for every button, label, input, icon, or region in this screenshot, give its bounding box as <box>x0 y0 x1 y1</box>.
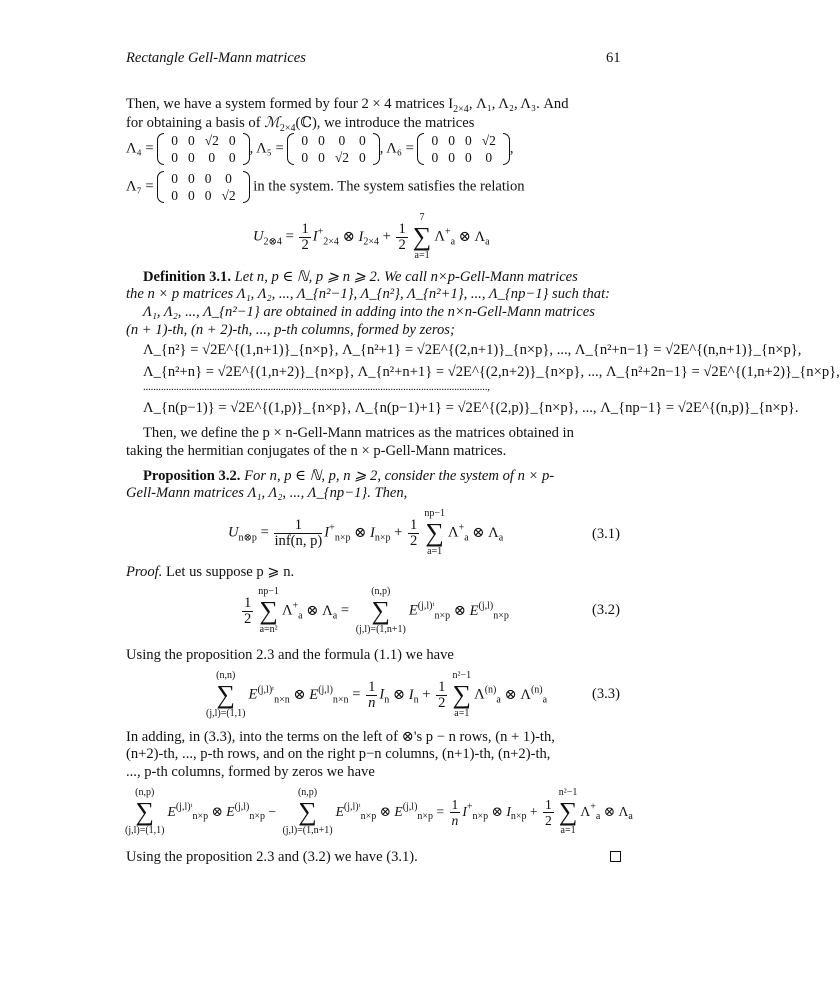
eq-sym: I <box>324 524 330 541</box>
proof-text: Let us suppose p ⩾ n. <box>162 564 295 580</box>
fraction-half <box>242 596 253 627</box>
qed-square-icon <box>610 851 621 862</box>
eq-sup: + <box>329 522 335 534</box>
sum-upper: n²−1 <box>558 787 578 798</box>
eq-sub: n×n <box>332 694 349 706</box>
sum-upper: (n,n) <box>216 670 236 681</box>
sigma-symbol: ∑ <box>412 222 432 251</box>
sum-lower: a=1 <box>414 250 430 261</box>
eq-sup: + <box>458 522 465 534</box>
matrix-cell: 0 <box>225 171 232 186</box>
matrix-cell: 0 <box>431 150 439 165</box>
frac-num: 1 <box>410 516 418 533</box>
sigma-symbol: ∑ <box>371 596 391 625</box>
frac-num: 1 <box>301 220 309 237</box>
using-line-1: Using the proposition 2.3 and the formula (1.1) we have <box>126 647 454 663</box>
sum-upper: 7 <box>419 212 425 223</box>
summation <box>559 787 578 837</box>
eq-sub: a <box>332 610 338 622</box>
frac-num: 1 <box>544 796 552 812</box>
sigma-symbol: ∑ <box>298 797 317 826</box>
equation-number-3-3: (3.3) <box>592 686 620 702</box>
sigma-symbol: ∑ <box>216 680 236 709</box>
eq-sup: + <box>317 226 324 238</box>
fraction-half <box>396 222 407 253</box>
definition-heading: Definition 3.1. <box>143 269 231 285</box>
eq-op: + <box>378 228 395 245</box>
eq-op: − <box>264 804 280 819</box>
sum-upper: (n,p) <box>135 787 155 798</box>
lambda7-matrix <box>157 170 249 204</box>
eq-sym: Λ <box>580 804 591 819</box>
eq-op: + <box>526 804 541 819</box>
definition-line-4: (n + 1)-th, (n + 2)-th, ..., p-th columns, formed by zeros; <box>126 322 455 338</box>
matrix-cell: 0 <box>171 188 178 203</box>
matrix-cell: 0 <box>228 133 236 148</box>
summation <box>356 586 406 636</box>
eq-sym: Λ <box>434 228 445 245</box>
equation-3-1 <box>228 508 503 558</box>
eq-sub: a <box>450 236 456 248</box>
frac-num: 1 <box>398 220 406 237</box>
summation <box>424 508 445 558</box>
eq-op: = <box>348 686 365 703</box>
page-number: 61 <box>606 50 621 66</box>
eq-sub: 2×4 <box>323 236 339 248</box>
eq-sub: a <box>298 610 303 622</box>
eq-sub: n×p <box>493 610 509 622</box>
matrix-cell: 0 <box>318 133 325 148</box>
fraction-one-over-n <box>366 680 377 711</box>
eq-sym: ⊗ E <box>208 804 235 819</box>
eq-op: = <box>337 602 353 619</box>
summation <box>282 787 332 837</box>
summation <box>413 212 432 262</box>
sum-upper: n²−1 <box>452 670 472 681</box>
lambda5-label: , Λ₅ = <box>249 140 284 157</box>
equation-number-3-2: (3.2) <box>592 602 620 618</box>
eq-sub: n <box>413 694 419 706</box>
eq-sym: U <box>228 524 239 541</box>
lambda4-label: Λ₄ = <box>126 140 154 157</box>
eq-sym: ⊗ E <box>376 804 403 819</box>
eq-sup: (j,l)ᵗ <box>343 801 361 813</box>
eq-sym: ⊗ I <box>488 804 511 819</box>
script-m: ℳ <box>264 115 280 131</box>
matrix-cell: 0 <box>208 150 216 165</box>
matrix-cell: 0 <box>448 133 455 148</box>
equation-3-3 <box>203 670 547 720</box>
matrix-cell: √2 <box>481 133 496 148</box>
fraction-half <box>408 518 419 549</box>
sigma-symbol: ∑ <box>452 680 472 709</box>
eq-sup: (j,l)ᵗ <box>257 684 275 696</box>
matrix-cell: 0 <box>187 188 195 203</box>
matrix-cell: 0 <box>431 133 439 148</box>
matrix-cell: 0 <box>187 133 195 148</box>
eq-sym: ⊗ Λ <box>468 525 499 541</box>
intro-line-1 <box>126 96 569 113</box>
eq-sub: n×p <box>249 810 265 822</box>
frac-den: 2 <box>410 532 418 549</box>
eq-sym: I <box>462 804 467 819</box>
eq-sub: 2×4 <box>363 236 379 248</box>
proposition-heading: Proposition 3.2. <box>143 468 241 484</box>
eq-sym: E <box>248 686 258 703</box>
matrix-cell: 0 <box>448 150 455 165</box>
sigma-symbol: ∑ <box>558 797 578 826</box>
eq-sym: Λ <box>281 602 293 619</box>
eq-sym: ⊗ I <box>389 687 414 703</box>
matrix-cell: 0 <box>301 150 309 165</box>
equation-number-3-1: (3.1) <box>592 526 620 542</box>
eq-sub: n⊗p <box>238 532 257 544</box>
definition-dots: ......................................................................................................................................., <box>143 381 490 393</box>
definition-line-3: Λ₁, Λ₂, ..., Λ_{n²−1} are obtained in adding into the n×n-Gell-Mann matrices <box>143 304 595 320</box>
matrix-cell: 0 <box>318 150 325 165</box>
summation <box>206 670 246 720</box>
matrix-cell: 0 <box>171 150 178 165</box>
eq-op: = <box>256 524 273 541</box>
adding-line-1: In adding, in (3.3), into the terms on the left of ⊗'s p − n rows, (n + 1)-th, <box>126 729 555 745</box>
sum-lower: (j,l)=(1,1) <box>206 708 246 719</box>
eq-sym: ⊗ E <box>289 687 319 703</box>
eq-sym: ⊗ Λ <box>455 229 486 245</box>
matrix-comma: , <box>509 140 514 157</box>
matrix-cell: 0 <box>338 133 346 148</box>
matrix-cell: 0 <box>187 171 195 186</box>
frac-num: 1 <box>438 678 446 695</box>
lambda4-matrix <box>157 132 249 166</box>
fraction-inf <box>274 518 322 549</box>
frac-num: 1 <box>274 518 322 534</box>
frac-den: 2 <box>398 236 406 253</box>
proof-heading: Proof. <box>126 564 163 580</box>
eq-sub: n×p <box>510 810 527 822</box>
intro-text-b: , Λ₁, Λ₂, Λ₃. And <box>468 96 569 112</box>
definition-text: Let n, p ∈ ℕ, p ⩾ n ⩾ 2. We call n×p-Gell-Mann matrices <box>230 269 578 285</box>
eq-op: = <box>281 228 298 245</box>
frac-num: 1 <box>244 594 252 611</box>
sum-lower: a=n² <box>259 624 278 635</box>
sum-lower: a=1 <box>454 708 470 719</box>
eq-sup: + <box>466 801 473 813</box>
matrix-cell: 0 <box>359 150 366 165</box>
matrix-cell: 0 <box>301 133 309 148</box>
intro-text-a: Then, we have a system formed by four 2 × 4 matrices I <box>126 96 454 112</box>
definition-row-1: Λ_{n²} = √2E^{(1,n+1)}_{n×p}, Λ_{n²+1} = √2E^{(2,n+1)}_{n×p}, ..., Λ_{n²+n−1} = √2E^{(n,n+1)}_{n×p}, <box>143 342 802 358</box>
after-def-line-1: Then, we define the p × n-Gell-Mann matrices as the matrices obtained in <box>143 425 574 441</box>
sum-upper: np−1 <box>258 586 279 597</box>
definition-row-3: Λ_{n(p−1)} = √2E^{(1,p)}_{n×p}, Λ_{n(p−1)+1} = √2E^{(2,p)}_{n×p}, ..., Λ_{np−1} = √2E^{(n,p)}_{n×p}. <box>143 400 799 416</box>
frac-num: 1 <box>368 678 376 695</box>
definition-line-1 <box>143 268 578 286</box>
eq-sub: n×p <box>360 810 377 822</box>
sum-lower: (j,l)=(1,n+1) <box>355 624 406 635</box>
definition-row-2: Λ_{n²+n} = √2E^{(1,n+2)}_{n×p}, Λ_{n²+n+1} = √2E^{(2,n+2)}_{n×p}, ..., Λ_{n²+2n−1} = √2E^{(1,n+2)}_{n×p}, <box>143 364 840 380</box>
eq-op: + <box>418 686 435 703</box>
eq-sym: ⊗ Λ <box>302 603 333 619</box>
eq-sym: ⊗ Λ <box>600 804 629 819</box>
sum-upper: (n,p) <box>371 586 391 597</box>
adding-line-3: ..., p-th columns, formed by zeros we have <box>126 764 375 780</box>
matrix-cell: 0 <box>204 171 212 186</box>
intro-sub-b: 2×4 <box>279 122 296 134</box>
eq-sup: (j,l) <box>402 801 418 813</box>
intro-text-d: (ℂ), we introduce the matrices <box>295 115 475 131</box>
eq-sup: (j,l)ᵗ <box>417 600 435 612</box>
lambda5-matrix <box>287 132 379 166</box>
eq-op: + <box>390 524 407 541</box>
matrix-cell: √2 <box>334 150 350 165</box>
summation <box>258 586 279 636</box>
matrix-cell: 0 <box>464 133 472 148</box>
summation <box>452 670 471 720</box>
running-header-title: Rectangle Gell-Mann matrices <box>126 50 306 66</box>
eq-sub: n×p <box>434 610 451 622</box>
eq-sub: n×p <box>334 532 351 544</box>
eq-sup: + <box>590 801 596 813</box>
matrix-cell: √2 <box>221 188 236 203</box>
lambda6-label: , Λ₆ = <box>379 140 414 157</box>
eq-sub: n×p <box>374 532 391 544</box>
sum-lower: (j,l)=(1,1) <box>125 825 165 836</box>
eq-sup: (n) <box>484 684 497 696</box>
sigma-symbol: ∑ <box>135 797 155 826</box>
eq-sym: ⊗ I <box>350 525 375 541</box>
proof-line <box>126 563 294 581</box>
eq-sym: I <box>379 686 385 703</box>
equation-u24 <box>253 212 490 262</box>
eq-sub: n×p <box>472 810 489 822</box>
eq-sym: Λ <box>474 686 485 703</box>
equation-3-2 <box>240 586 509 636</box>
sum-lower: a=1 <box>427 546 443 557</box>
frac-den: inf(n, p) <box>274 532 323 549</box>
intro-line-2 <box>126 114 474 132</box>
fraction-half <box>543 797 554 828</box>
sigma-symbol: ∑ <box>259 596 278 625</box>
eq-sub: n×p <box>417 810 434 822</box>
fraction-half <box>436 680 447 711</box>
eq-sub: a <box>485 236 490 248</box>
definition-line-2: the n × p matrices Λ₁, Λ₂, ..., Λ_{n²−1}, Λ_{n²}, Λ_{n²+1}, ..., Λ_{np−1} such that: <box>126 286 610 302</box>
equation-final <box>122 787 633 837</box>
matrix-cell: √2 <box>204 133 219 148</box>
after-def-line-2: taking the hermitian conjugates of the n × p-Gell-Mann matrices. <box>126 443 507 459</box>
frac-den: 2 <box>301 236 309 253</box>
eq-sub: n×n <box>274 694 290 706</box>
intro-sub-a: 2×4 <box>453 103 469 115</box>
eq-sup: + <box>444 226 451 238</box>
sigma-symbol: ∑ <box>425 518 444 547</box>
eq-sym: E <box>167 804 176 819</box>
matrices-row-2 <box>126 170 525 204</box>
lambda7-after-text: in the system. The system satisfies the relation <box>249 178 525 195</box>
proposition-line-1 <box>143 467 554 485</box>
eq-sub: a <box>498 532 504 544</box>
lambda6-matrix <box>417 132 509 166</box>
eq-sub: a <box>595 810 601 822</box>
fraction-half <box>299 222 310 253</box>
matrix-cell: 0 <box>485 150 493 165</box>
eq-sup: (j,l) <box>234 801 250 813</box>
intro-text-c: for obtaining a basis of <box>126 115 265 131</box>
eq-sup: (j,l)ᵗ <box>175 801 193 813</box>
eq-sup: + <box>292 600 299 612</box>
fraction-one-over-n <box>450 797 461 828</box>
matrix-cell: 0 <box>171 133 178 148</box>
matrix-cell: 0 <box>187 150 195 165</box>
eq-sup: (j,l) <box>318 684 333 696</box>
matrix-cell: 0 <box>204 188 212 203</box>
eq-sym: ⊗ E <box>450 603 479 619</box>
frac-den: 2 <box>544 812 552 828</box>
summation <box>125 787 165 837</box>
sum-upper: np−1 <box>424 508 445 519</box>
eq-sub: a <box>496 694 501 706</box>
frac-num: 1 <box>451 796 459 812</box>
proposition-text: For n, p ∈ ℕ, p, n ⩾ 2, consider the system of n × p- <box>240 468 555 484</box>
lambda7-label: Λ₇ = <box>126 178 154 195</box>
eq-sym: E <box>335 804 344 819</box>
eq-sym: ⊗ Λ <box>500 687 531 703</box>
eq-sub: a <box>542 694 548 706</box>
eq-sup: (j,l) <box>478 600 494 612</box>
sum-lower: a=1 <box>560 825 576 836</box>
eq-sub: a <box>464 532 469 544</box>
sum-upper: (n,p) <box>297 787 318 798</box>
eq-sym: U <box>253 228 264 245</box>
adding-line-2: (n+2)-th, ..., p-th rows, and on the right p−n columns, (n+1)-th, (n+2)-th, <box>126 746 551 762</box>
proposition-line-2: Gell-Mann matrices Λ₁, Λ₂, ..., Λ_{np−1}. Then, <box>126 485 408 501</box>
eq-sym: Λ <box>447 524 459 541</box>
frac-den: 2 <box>244 610 252 627</box>
eq-op: = <box>433 804 448 819</box>
matrix-cell: 0 <box>228 150 236 165</box>
eq-sym: ⊗ I <box>338 229 364 245</box>
eq-sub: n×p <box>192 810 209 822</box>
matrices-row-1 <box>126 132 514 166</box>
frac-den: n <box>368 694 376 711</box>
matrix-cell: 0 <box>359 133 366 148</box>
frac-den: 2 <box>438 694 446 711</box>
matrix-cell: 0 <box>464 150 472 165</box>
eq-sub: n <box>384 694 390 706</box>
eq-sub: a <box>628 810 633 822</box>
eq-sup: (n) <box>530 684 543 696</box>
eq-sym: I <box>312 228 318 245</box>
eq-sub: 2⊗4 <box>263 236 282 248</box>
sum-lower: (j,l)=(1,n+1) <box>282 825 333 836</box>
frac-den: n <box>451 812 459 828</box>
eq-sym: E <box>408 602 418 619</box>
matrix-cell: 0 <box>171 171 178 186</box>
closing-line: Using the proposition 2.3 and (3.2) we have (3.1). <box>126 849 418 865</box>
